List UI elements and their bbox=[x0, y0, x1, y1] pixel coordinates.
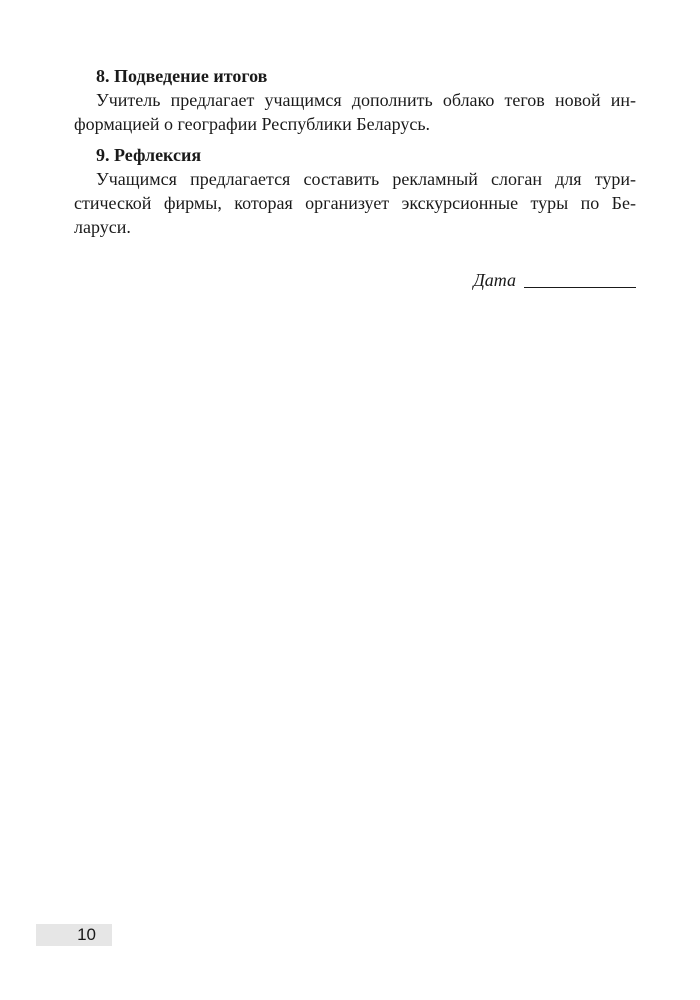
paragraph-line: стической фирмы, которая организует экскурсионные туры по Бе- bbox=[74, 193, 636, 213]
date-label: Дата bbox=[473, 270, 516, 290]
section-heading: 8. Подведение итогов bbox=[96, 66, 268, 86]
paragraph-line: ларуси. bbox=[74, 217, 131, 237]
page-number: 10 bbox=[77, 925, 96, 944]
section-paragraph bbox=[74, 167, 636, 239]
section-heading: 9. Рефлексия bbox=[96, 145, 202, 165]
section-reflection bbox=[74, 143, 636, 239]
section-summary bbox=[74, 64, 636, 136]
paragraph-line: Учитель предлагает учащимся дополнить облако тегов новой ин- bbox=[96, 90, 636, 110]
date-blank-line bbox=[524, 287, 636, 288]
date-field bbox=[473, 268, 636, 292]
paragraph-line: Учащимся предлагается составить рекламный слоган для тури- bbox=[96, 169, 636, 189]
section-paragraph bbox=[74, 88, 636, 136]
paragraph-line: формацией о географии Республики Беларусь. bbox=[74, 114, 431, 134]
page-number-badge bbox=[36, 924, 112, 946]
